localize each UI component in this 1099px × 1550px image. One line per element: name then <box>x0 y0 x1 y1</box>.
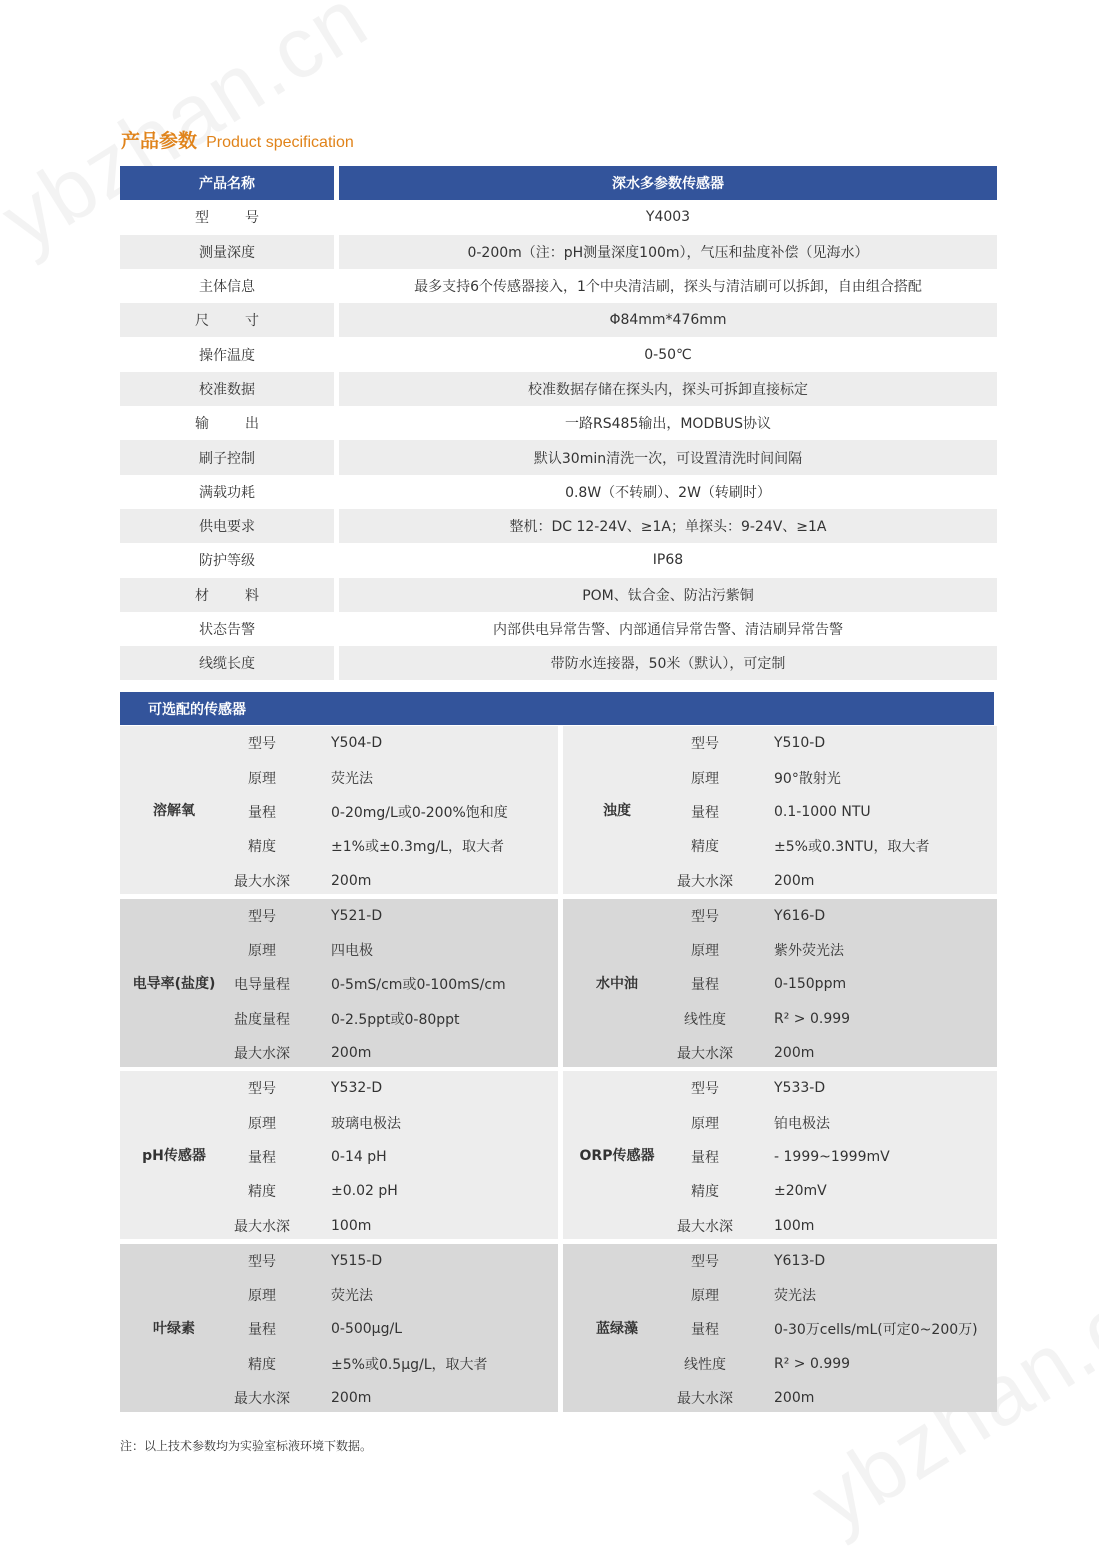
sensor-param-key: 型号 <box>248 736 276 753</box>
footnote: 注：以上技术参数均为实验室标液环境下数据。 <box>120 1439 373 1453</box>
spec-value: IP68 <box>652 552 684 569</box>
sensor-param-row <box>671 1140 997 1174</box>
spec-key-spaced <box>195 207 259 227</box>
sensor-param-value: 0-20mg/L或0-200%饱和度 <box>331 804 508 821</box>
spec-key <box>120 406 334 440</box>
spec-header-key: 产品名称 <box>120 166 334 200</box>
sensor-param-key: 型号 <box>691 908 719 925</box>
sensor-param-row <box>671 864 997 898</box>
sensor-param-row <box>671 1105 997 1139</box>
spec-value: Φ84mm*476mm <box>339 303 997 337</box>
spec-key <box>120 303 334 337</box>
spec-key: 刷子控制 <box>120 440 334 474</box>
sensor-param-key: 精度 <box>248 1356 276 1373</box>
sensor-param-key: 量程 <box>691 977 719 994</box>
sensor-param-value: 荧光法 <box>331 1288 373 1305</box>
sensor-block <box>563 1244 997 1412</box>
spec-key <box>120 578 334 612</box>
sensor-param-key: 量程 <box>248 804 276 821</box>
sensor-param-row <box>671 1381 997 1415</box>
sensor-name: 电导率(盐度) <box>132 975 216 992</box>
spec-value: 整机：DC 12-24V、≥1A；单探头：9-24V、≥1A <box>339 509 997 543</box>
sensor-param-value: 200m <box>331 1390 372 1407</box>
sensor-param-value: Y613-D <box>774 1252 826 1269</box>
spec-key: 状态告警 <box>199 622 255 638</box>
sensor-param-row <box>228 1381 558 1415</box>
spec-key: 线缆长度 <box>120 646 334 680</box>
sensor-param-row <box>228 1071 558 1105</box>
sensor-param-value: 200m <box>774 1390 815 1407</box>
sensor-param-row <box>228 829 558 863</box>
sensor-param-key: 原理 <box>691 770 719 787</box>
sensor-param-value: ±1%或±0.3mg/L，取大者 <box>331 839 504 856</box>
sensor-name: 叶绿素 <box>153 1320 195 1337</box>
sensor-params <box>671 899 997 1067</box>
spec-key: 校准数据 <box>120 372 334 406</box>
spec-key: 主体信息 <box>199 279 255 296</box>
sensor-param-row <box>671 1002 997 1036</box>
sensor-param-value: 200m <box>774 1045 815 1062</box>
sensor-param-value: Y504-D <box>331 735 383 752</box>
sensor-param-key: 最大水深 <box>234 1046 290 1063</box>
sensor-params <box>228 899 558 1067</box>
spec-value: 默认30min清洗一次，可设置清洗时间间隔 <box>339 440 997 474</box>
sensor-param-value: 铂电极法 <box>774 1115 830 1132</box>
sensor-param-key: 量程 <box>691 804 719 821</box>
spec-row <box>120 269 997 303</box>
sensor-grid <box>120 726 997 1416</box>
sensor-param-value: - 1999~1999mV <box>774 1148 890 1165</box>
spec-value: POM、钛合金、防沾污紫铜 <box>339 578 997 612</box>
sensor-param-row <box>228 1312 558 1346</box>
sensor-param-key: 型号 <box>248 908 276 925</box>
sensor-param-row <box>228 933 558 967</box>
sensor-param-row <box>228 1002 558 1036</box>
spec-table <box>120 166 997 680</box>
sensor-param-value: 0-500μg/L <box>331 1321 402 1338</box>
sensor-param-key: 原理 <box>691 943 719 960</box>
sensor-param-value: 0-150ppm <box>774 976 847 993</box>
sensor-param-value: ±5%或0.3NTU，取大者 <box>774 839 930 856</box>
sensor-param-value: 0-14 pH <box>331 1148 387 1165</box>
sensor-name: 溶解氧 <box>153 803 195 819</box>
sensor-param-row <box>671 795 997 829</box>
sensor-row <box>120 726 997 899</box>
sensor-param-value: 100m <box>774 1217 815 1234</box>
sensor-param-key: 型号 <box>691 736 719 753</box>
sensor-param-row <box>228 1209 558 1243</box>
sensor-param-value: Y533-D <box>774 1080 826 1097</box>
sensor-param-key: 量程 <box>691 1322 719 1339</box>
spec-key-char: 号 <box>245 210 259 227</box>
sensor-param-row <box>228 1174 558 1208</box>
sensor-param-row <box>671 1347 997 1381</box>
sensor-param-row <box>671 1312 997 1346</box>
sensor-param-value: Y532-D <box>331 1080 383 1097</box>
sensor-block <box>563 1071 997 1239</box>
sensor-param-key: 最大水深 <box>677 1218 733 1235</box>
spec-key-char: 型 <box>195 210 209 227</box>
spec-key: 满载功耗 <box>199 484 255 501</box>
sensor-param-value: 90°散射光 <box>774 770 841 787</box>
sensor-param-row <box>228 864 558 898</box>
sensor-param-key: 电导量程 <box>234 977 290 994</box>
sensor-param-row <box>228 726 558 760</box>
sensor-param-key: 线性度 <box>684 1011 726 1028</box>
section-title <box>121 126 354 156</box>
sensor-block <box>120 1071 558 1239</box>
sensor-param-key: 精度 <box>248 839 276 856</box>
sensor-param-key: 型号 <box>691 1081 719 1098</box>
sensor-param-value: 紫外荧光法 <box>774 943 844 960</box>
sensor-param-row <box>228 899 558 933</box>
sensor-param-key: 量程 <box>248 1149 276 1166</box>
sensor-param-row <box>671 760 997 794</box>
sensor-param-key: 最大水深 <box>677 873 733 890</box>
sensor-param-row <box>228 795 558 829</box>
sensor-param-value: 荧光法 <box>331 770 373 787</box>
sensor-params <box>228 1244 558 1412</box>
sensor-name: 蓝绿藻 <box>596 1320 638 1337</box>
spec-key-char: 材 <box>195 587 209 604</box>
spec-value: 0-200m（注：pH测量深度100m），气压和盐度补偿（见海水） <box>339 235 997 269</box>
sensor-param-key: 型号 <box>248 1081 276 1098</box>
sensor-block <box>563 726 997 894</box>
spec-key-spaced <box>195 310 259 330</box>
sensor-param-value: ±5%或0.5μg/L，取大者 <box>331 1356 488 1373</box>
sensor-param-value: 0.1-1000 NTU <box>774 803 871 820</box>
spec-header-value: 深水多参数传感器 <box>339 166 997 200</box>
sensor-param-key: 量程 <box>691 1149 719 1166</box>
sensor-param-row <box>228 1036 558 1070</box>
spec-key-char: 寸 <box>245 313 259 330</box>
spec-value: 0-50℃ <box>644 346 692 363</box>
sensor-name: pH传感器 <box>142 1148 206 1164</box>
sensor-param-row <box>671 899 997 933</box>
spec-value: 带防水连接器，50米（默认），可定制 <box>339 646 997 680</box>
sensor-param-row <box>671 1071 997 1105</box>
sensor-row <box>120 1244 997 1417</box>
optional-sensors-header: 可选配的传感器 <box>120 692 994 725</box>
sensor-params <box>671 1071 997 1239</box>
sensor-param-row <box>671 1209 997 1243</box>
sensor-param-value: 100m <box>331 1217 372 1234</box>
sensor-param-key: 型号 <box>248 1253 276 1270</box>
sensor-block <box>563 899 997 1067</box>
sensor-param-key: 盐度量程 <box>234 1011 290 1028</box>
sensor-param-row <box>671 726 997 760</box>
spec-row <box>120 200 997 234</box>
sensor-param-key: 精度 <box>248 1184 276 1201</box>
sensor-param-key: 原理 <box>691 1115 719 1132</box>
spec-key: 防护等级 <box>199 553 255 570</box>
sensor-param-row <box>228 1140 558 1174</box>
sensor-param-row <box>228 1105 558 1139</box>
sensor-param-key: 精度 <box>691 839 719 856</box>
spec-key-char: 尺 <box>195 313 209 330</box>
sensor-param-key: 原理 <box>248 1115 276 1132</box>
sensor-block <box>120 899 558 1067</box>
sensor-params <box>671 1244 997 1412</box>
sensor-block <box>120 1244 558 1412</box>
sensor-param-key: 最大水深 <box>234 1391 290 1408</box>
sensor-param-value: Y616-D <box>774 907 826 924</box>
spec-row <box>120 475 997 509</box>
sensor-param-row <box>228 1244 558 1278</box>
spec-row <box>120 646 997 680</box>
spec-value: 校准数据存储在探头内，探头可拆卸直接标定 <box>339 372 997 406</box>
sensor-param-value: ±0.02 pH <box>331 1183 398 1200</box>
sensor-param-key: 原理 <box>248 1288 276 1305</box>
spec-row <box>120 543 997 577</box>
sensor-param-key: 线性度 <box>684 1356 726 1373</box>
spec-value: 一路RS485输出，MODBUS协议 <box>565 416 771 433</box>
sensor-param-key: 原理 <box>691 1288 719 1305</box>
sensor-name: 浊度 <box>603 803 631 819</box>
sensor-block <box>120 726 558 894</box>
sensor-param-row <box>228 760 558 794</box>
sensor-param-row <box>671 1244 997 1278</box>
sensor-param-key: 原理 <box>248 943 276 960</box>
spec-key-spaced <box>195 413 259 433</box>
sensor-param-key: 精度 <box>691 1184 719 1201</box>
sensor-param-row <box>671 933 997 967</box>
sensor-param-value: 玻璃电极法 <box>331 1115 401 1132</box>
sensor-param-row <box>228 1347 558 1381</box>
sensor-param-value: 荧光法 <box>774 1288 816 1305</box>
section-title-en: Product specification <box>206 134 354 151</box>
spec-row <box>120 612 997 646</box>
sensor-params <box>228 726 558 894</box>
sensor-param-row <box>671 967 997 1001</box>
spec-row <box>120 578 997 612</box>
sensor-param-value: 四电极 <box>331 943 373 960</box>
sensor-param-row <box>228 967 558 1001</box>
sensor-param-value: 200m <box>774 872 815 889</box>
sensor-row <box>120 1071 997 1244</box>
sensor-param-value: 0-5mS/cm或0-100mS/cm <box>331 977 506 994</box>
sensor-name: 水中油 <box>596 975 638 992</box>
sensor-param-row <box>228 1278 558 1312</box>
sensor-param-row <box>671 1174 997 1208</box>
sensor-name: ORP传感器 <box>579 1148 655 1164</box>
sensor-param-key: 最大水深 <box>677 1046 733 1063</box>
sensor-param-row <box>671 1036 997 1070</box>
sensor-row <box>120 899 997 1072</box>
sensor-param-value: R² > 0.999 <box>774 1355 851 1372</box>
sensor-param-value: 0-30万cells/mL(可定0~200万) <box>774 1322 978 1339</box>
spec-row <box>120 372 997 406</box>
sensor-param-key: 最大水深 <box>234 1218 290 1235</box>
spec-key: 供电要求 <box>120 509 334 543</box>
spec-key: 测量深度 <box>120 235 334 269</box>
sensor-param-value: Y510-D <box>774 735 826 752</box>
spec-key-char: 料 <box>245 587 259 604</box>
spec-value: Y4003 <box>645 209 691 226</box>
spec-value: 0.8W（不转刷）、2W（转刷时） <box>565 484 771 501</box>
sensor-param-value: ±20mV <box>774 1183 827 1200</box>
sensor-param-value: R² > 0.999 <box>774 1010 851 1027</box>
sensor-param-value: Y515-D <box>331 1252 383 1269</box>
spec-header-row <box>120 166 997 200</box>
sensor-param-row <box>671 829 997 863</box>
sensor-param-key: 量程 <box>248 1322 276 1339</box>
sensor-param-value: 0-2.5ppt或0-80ppt <box>331 1011 460 1028</box>
spec-value: 内部供电异常告警、内部通信异常告警、清洁刷异常告警 <box>493 622 843 638</box>
spec-row <box>120 337 997 371</box>
spec-key <box>120 200 334 234</box>
sensor-param-value: 200m <box>331 872 372 889</box>
spec-row <box>120 406 997 440</box>
sensor-param-key: 最大水深 <box>234 873 290 890</box>
spec-key-char: 输 <box>195 416 209 433</box>
sensor-param-key: 型号 <box>691 1253 719 1270</box>
spec-row <box>120 235 997 269</box>
spec-row <box>120 509 997 543</box>
spec-key-char: 出 <box>245 416 259 433</box>
spec-key-spaced <box>195 585 259 605</box>
section-title-cn: 产品参数 <box>121 130 198 152</box>
sensor-param-key: 原理 <box>248 770 276 787</box>
sensor-param-row <box>671 1278 997 1312</box>
spec-key: 操作温度 <box>199 347 255 364</box>
sensor-param-value: 200m <box>331 1045 372 1062</box>
spec-value: 最多支持6个传感器接入，1个中央清洁刷，探头与清洁刷可以拆卸，自由组合搭配 <box>414 279 922 296</box>
sensor-param-key: 最大水深 <box>677 1391 733 1408</box>
sensor-params <box>671 726 997 894</box>
spec-row <box>120 303 997 337</box>
sensor-param-value: Y521-D <box>331 907 383 924</box>
spec-row <box>120 440 997 474</box>
sensor-params <box>228 1071 558 1239</box>
